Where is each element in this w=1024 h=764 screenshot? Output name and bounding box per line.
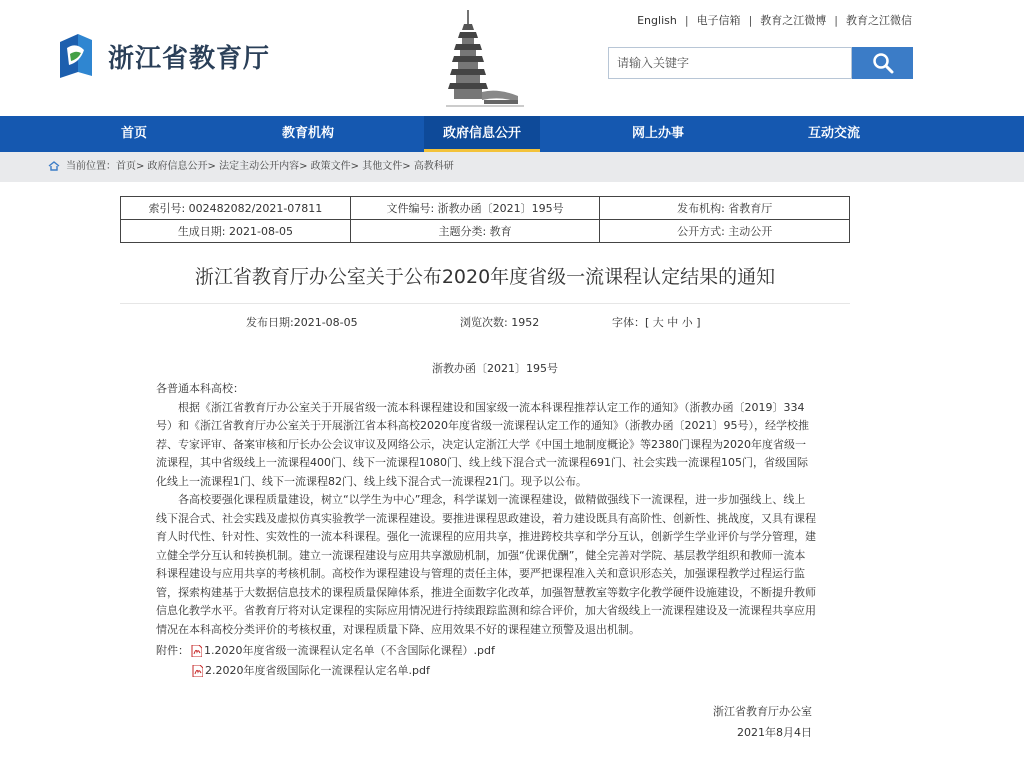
signature: 浙江省教育厅办公室	[713, 705, 812, 718]
nav-gov-info[interactable]: 政府信息公开	[424, 116, 540, 152]
nav-interaction[interactable]: 互动交流	[807, 126, 860, 141]
main-nav	[0, 116, 1024, 152]
divider: |	[834, 13, 838, 27]
divider: |	[684, 13, 689, 27]
search-bar	[608, 47, 913, 79]
meta-date: 生成日期: 2021-08-05	[121, 220, 351, 243]
breadcrumb-text[interactable]: 当前位置：首页> 政府信息公开> 法定主动公开内容> 政策文件> 其他文件> 高教科研	[66, 161, 454, 172]
site-title: 浙江省教育厅	[108, 43, 271, 74]
attachment-item	[156, 661, 816, 681]
meta-doc-no: 文件编号: 浙教办函〔2021〕195号	[350, 197, 600, 220]
attachment-link[interactable]: 1.2020年度省级一流课程认定名单（不含国际化课程）.pdf	[204, 643, 495, 657]
document-meta-table	[120, 196, 850, 243]
attachments	[156, 641, 816, 681]
site-header	[0, 0, 1024, 116]
pagoda-image	[442, 6, 528, 112]
attachment-label: 附件：	[156, 643, 189, 657]
paragraph: 各高校要强化课程质量建设，树立“以学生为中心”理念，科学谋划一流课程建设，做精做强线下一流课程，进一步加强线上、线上线下混合式、社会实践及虚拟仿真实验教学一流课程建设。要推进课程思政建设，着力建设既具有高阶性、创新性、挑战度，又具有课程育人时代性、针对性、实效性的一流本科课程。强化一流课程的应用共享，推进跨校共享和学分互认，创新学生学业评价与学分管理，建立健全学分互认和转换机制。建立一流课程建设与应用共享激励机制，加强“优课优酬”，健全完善对学院、基层教学组织和教师一流本科课程建设与应用共享的考核机制。高校作为课程建设与管理的责任主体，要严把课程准入关和意识形态关，加强课程教学过程运行监管，探索构建基于大数据信息技术的课程质量保障体系，推进全面数字化改革，加强智慧教室等数字化教学硬件设施建设，不断提升教师信息化教学水平。省教育厅将对认定课程的实际应用情况进行持续跟踪监测和综合评价，加大省级线上一流课程建设及一流课程共享应用情况在本科高校分类评价的考核权重，对课程质量下降、应用效果不好的课程建立预警及退出机制。	[156, 493, 816, 636]
nav-online-services[interactable]: 网上办事	[631, 126, 684, 141]
meta-issuer: 发布机构: 省教育厅	[600, 197, 850, 220]
meta-category: 主题分类: 教育	[350, 220, 600, 243]
pdf-icon	[191, 645, 202, 657]
search-button[interactable]	[852, 47, 913, 79]
doc-number: 浙教办函〔2021〕195号	[432, 362, 558, 375]
top-links	[637, 12, 912, 28]
divider: |	[748, 13, 753, 27]
link-weibo[interactable]: 教育之江微博	[760, 14, 827, 27]
view-count: 浏览次数: 1952	[460, 316, 540, 329]
nav-home[interactable]: 首页	[120, 126, 147, 141]
link-english[interactable]: English	[637, 13, 677, 27]
divider	[120, 303, 850, 304]
font-size-switcher[interactable]: 字体：[ 大 中 小 ]	[612, 316, 701, 329]
home-icon	[48, 161, 60, 171]
attachment-link[interactable]: 2.2020年度省级国际化一流课程认定名单.pdf	[205, 663, 430, 677]
logo-emblem-icon	[56, 32, 96, 80]
sign-date: 2021年8月4日	[737, 726, 812, 739]
paragraph: 根据《浙江省教育厅办公室关于开展省级一流本科课程建设和国家级一流本科课程推荐认定工作的通知》（浙教办函〔2019〕334号）和《浙江省教育厅办公室关于开展浙江省本科高校2020年度省级一流课程认定工作的通知》（浙教办函〔2021〕95号），经学校推荐、专家评审、备案审核和厅长办公会议审议及网络公示，决定认定浙江大学《中国土地制度概论》等2380门课程为2020年度省级一流课程，其中省级线上一流课程400门、线下一流课程1080门、线上线下混合式一流课程691门、社会实践一流课程105门，省级国际化线上一流课程1门、线下一流课程82门、线上线下混合式一流课程21门。现予以公布。	[156, 400, 809, 488]
link-email[interactable]: 电子信箱	[696, 14, 741, 27]
meta-index-no: 索引号: 002482082/2021-07811	[121, 197, 351, 220]
breadcrumb	[0, 152, 1024, 182]
salutation: 各普通本科高校：	[156, 382, 244, 395]
link-wechat[interactable]: 教育之江微信	[846, 14, 912, 27]
article-body	[156, 380, 816, 681]
publish-date: 发布日期:2021-08-05	[246, 316, 358, 329]
search-icon	[872, 52, 894, 74]
attachment-item	[156, 641, 816, 661]
site-logo[interactable]	[56, 32, 270, 80]
meta-open-mode: 公开方式: 主动公开	[600, 220, 850, 243]
pdf-icon	[192, 665, 203, 677]
search-input[interactable]: 请输入关键字	[608, 47, 852, 79]
nav-institutions[interactable]: 教育机构	[281, 126, 334, 141]
article-title: 浙江省教育厅办公室关于公布2020年度省级一流课程认定结果的通知	[194, 266, 776, 288]
